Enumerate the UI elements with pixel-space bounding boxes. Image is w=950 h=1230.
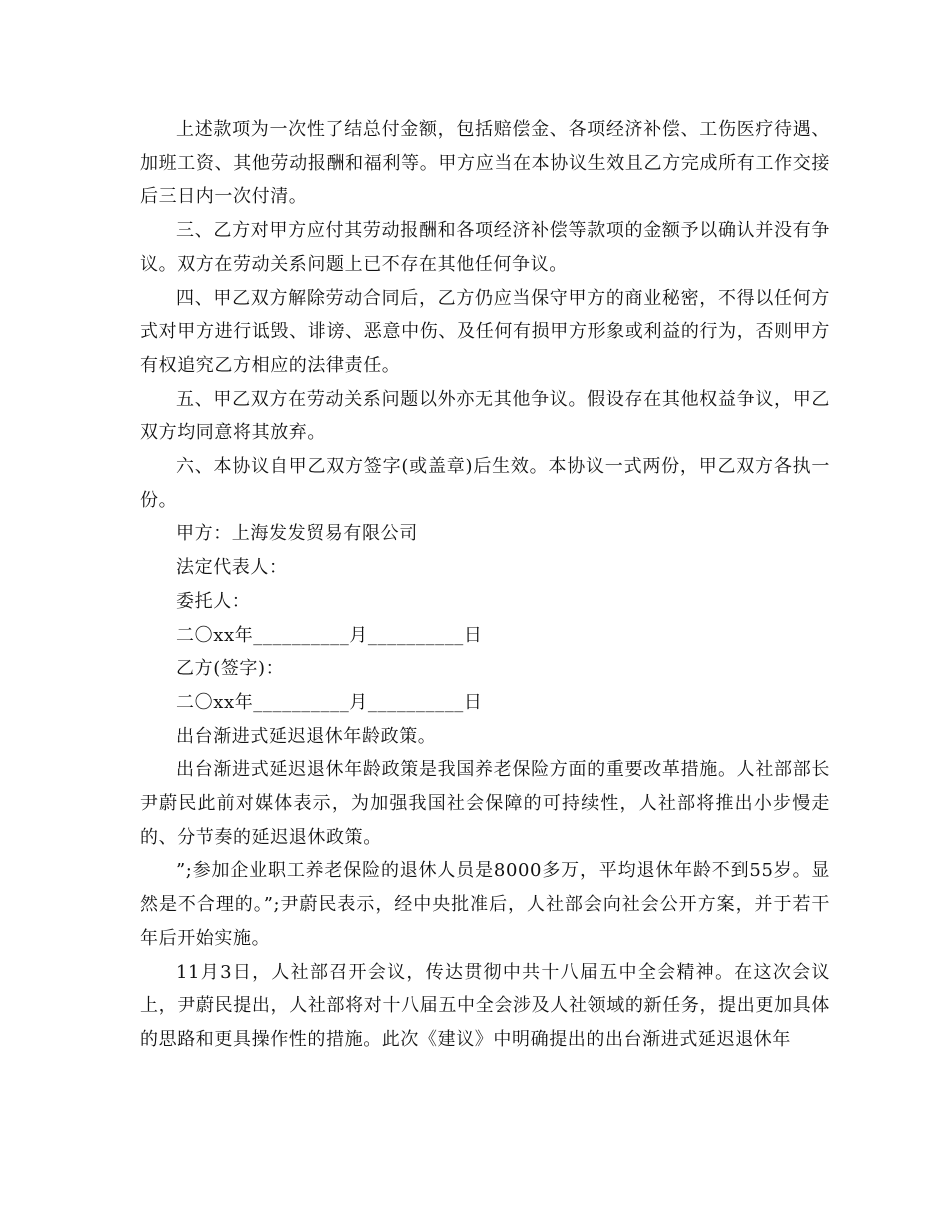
party-a-date-line: 二〇xx年__________月__________日 <box>176 624 483 646</box>
clause-four: 四、甲乙双方解除劳动合同后，乙方仍应当保守甲方的商业秘密，不得以任何方式对甲方进行诋毁、诽谤、恶意中伤、及任何有损甲方形象或利益的行为，否则甲方有权追究乙方相应的法律责任。 <box>140 287 830 376</box>
paragraph-compensation-summary: 上述款项为一次性了结总付金额，包括赔偿金、各项经济补偿、工伤医疗待遇、加班工资、其他劳动报酬和福利等。甲方应当在本协议生效且乙方完成所有工作交接后三日内一次付清。 <box>140 119 830 208</box>
clause-three: 三、乙方对甲方应付其劳动报酬和各项经济补偿等款项的金额予以确认并没有争议。双方在劳动关系问题上已不存在其他任何争议。 <box>140 220 830 275</box>
clause-six: 六、本协议自甲乙双方签字(或盖章)后生效。本协议一式两份，甲乙双方各执一份。 <box>140 456 830 511</box>
party-b-date-line: 二〇xx年__________月__________日 <box>176 691 483 713</box>
policy-paragraph-1: 出台渐进式延迟退休年龄政策是我国养老保险方面的重要改革措施。人社部部长尹蔚民此前对媒体表示，为加强我国社会保障的可持续性，人社部将推出小步慢走的、分节奏的延迟退休政策。 <box>140 759 830 848</box>
party-b-signature-line: 乙方(签字)： <box>176 658 285 680</box>
policy-heading: 出台渐进式延迟退休年龄政策。 <box>176 725 437 747</box>
agent-line: 委托人： <box>176 590 251 612</box>
party-a-line: 甲方：上海发发贸易有限公司 <box>176 523 418 545</box>
clause-five: 五、甲乙双方在劳动关系问题以外亦无其他争议。假设存在其他权益争议，甲乙双方均同意将其放弃。 <box>140 388 830 444</box>
document-body <box>140 113 830 1057</box>
policy-paragraph-3: 11月3日，人社部召开会议，传达贯彻中共十八届五中全会精神。在这次会议上，尹蔚民提出，人社部将对十八届五中全会涉及人社领域的新任务，提出更加具体的思路和更具操作性的措施。此次《建议》中明确提出的出台渐进式延迟退休年 <box>140 961 830 1050</box>
legal-representative-line: 法定代表人： <box>176 557 288 579</box>
policy-paragraph-2: ”;参加企业职工养老保险的退休人员是8000多万，平均退休年龄不到55岁。显然是不合理的。”;尹蔚民表示，经中央批准后，人社部会向社会公开方案，并于若干年后开始实施。 <box>140 860 830 949</box>
